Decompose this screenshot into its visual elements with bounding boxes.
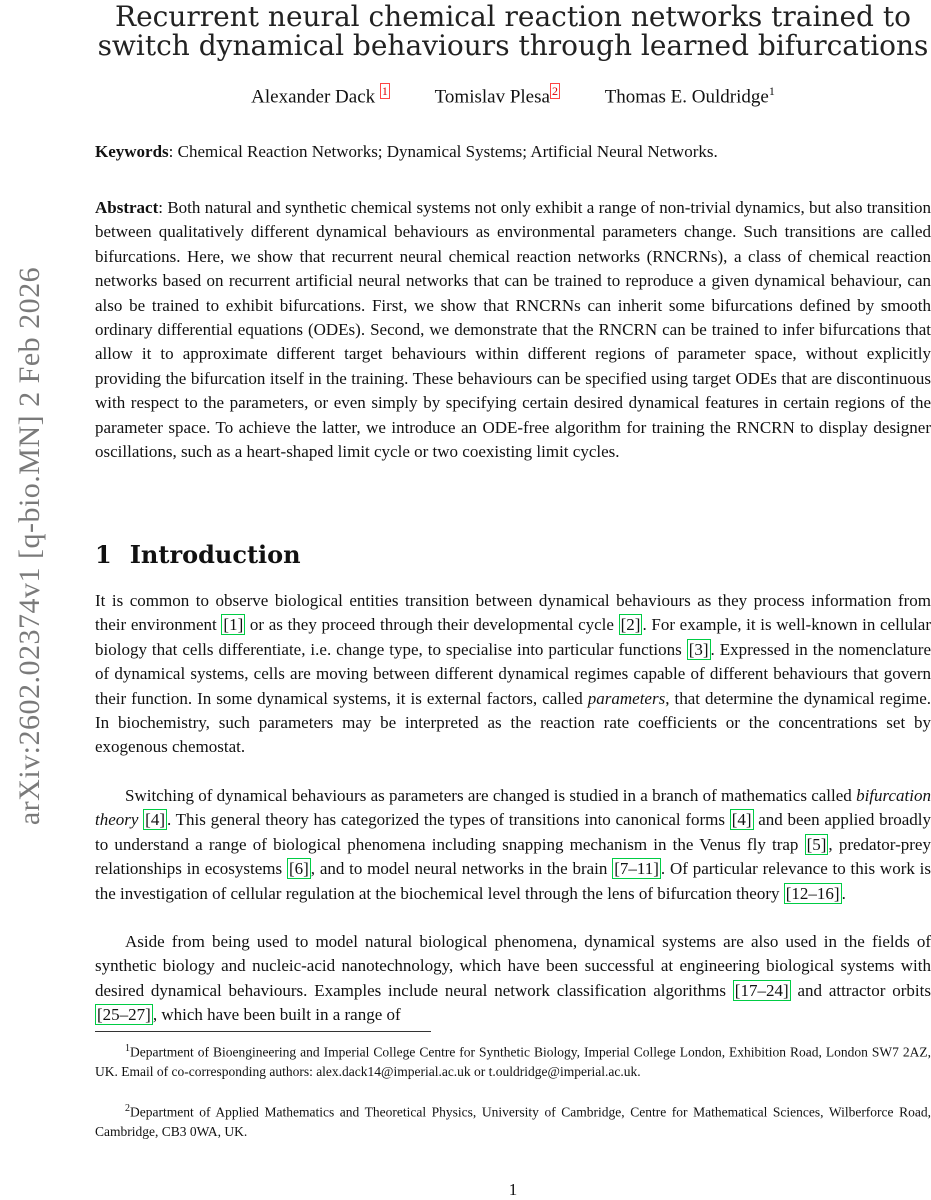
section-title: Introduction (129, 540, 301, 569)
text-run: and been applied broadly to understand a range of biological phenomena including snapping mechanism in the Venus fly trap (95, 810, 931, 854)
title-line-2: switch dynamical behaviours through learned bifurcations (97, 29, 929, 62)
citation-link[interactable]: [4] (731, 810, 752, 830)
arxiv-sidebar (0, 0, 60, 900)
text-run: , which have been built in a range of (152, 1005, 401, 1025)
text-run: and attractor orbits (790, 980, 931, 1000)
emphasis-term: parameters (587, 688, 666, 708)
footnote-text: Department of Applied Mathematics and Theoretical Physics, University of Cambridge, Centre for Mathematical Sciences, Wilberforce Road, Cambridge, CB3 0WA, UK. (95, 1104, 931, 1139)
text-run: . (841, 883, 846, 903)
citation-link[interactable]: [7–11] (614, 859, 659, 879)
author-list (95, 84, 931, 108)
keywords-label: Keywords (95, 142, 169, 161)
emphasis-term: bifurcation theory (95, 786, 931, 830)
text-run: , that determine the dynamical regime. In biochemistry, such parameters may be interpreted as the reaction rate coefficients or the concentrations set by exogenous chemostat. (95, 688, 931, 757)
title-line-1: Recurrent neural chemical reaction networks trained to (115, 0, 911, 33)
author-plesa (435, 86, 560, 108)
intro-paragraph-3 (95, 930, 931, 1028)
citation-link[interactable]: [6] (288, 859, 309, 879)
intro-paragraph-1 (95, 589, 931, 760)
keywords-text: : Chemical Reaction Networks; Dynamical Systems; Artificial Neural Networks. (168, 142, 718, 161)
abstract-text: : Both natural and synthetic chemical systems not only exhibit a range of non-trivial dynamics, but also transition between qualitatively different dynamical behaviours as environmental parameters change. Such transitions are called bifurcations. Here, we show that recurrent neural chemical reaction networks (RNCRNs), a class of chemical reaction networks based on recurrent artificial neural networks that can be trained to reproduce a given dynamical behaviour, can also be trained to exhibit bifurcations. First, we show that RNCRNs can inherit some bifurcations defined by smooth ordinary differential equations (ODEs). Second, we demonstrate that the RNCRN can be trained to infer bifurcations that allow it to approximate different target behaviours within different regions of parameter space, without explicitly providing the bifurcation itself in the training. These behaviours can be specified using target ODEs that are discontinuous with respect to the parameters, or even simply by specifying certain desired dynamical features in certain regions of the parameter space. To achieve the latter, we introduce an ODE-free algorithm for training the RNCRN to display designer oscillations, such as a heart-shaped limit cycle or two coexisting limit cycles. (95, 198, 931, 462)
text-run: Aside from being used to model natural biological phenomena, dynamical systems are also used in the fields of synthetic biology and nucleic-acid nanotechnology, which have been successful at engineering biological systems with desired dynamical behaviours. Examples include neural network classification algorithms (95, 932, 931, 1000)
arxiv-identifier[interactable]: arXiv:2602.02374v1 [q-bio.MN] 2 Feb 2026 (13, 266, 46, 826)
text-run: . Of particular relevance to this work is the investigation of cellular regulation at the biochemical level through the lens of bifurcation theory (95, 859, 931, 903)
text-run: Switching of dynamical behaviours as parameters are changed is studied in a branch of mathematics called (125, 786, 857, 805)
author-name: Thomas E. Ouldridge (604, 86, 769, 108)
paper-title (95, 2, 931, 60)
footnote-mark: 2 (125, 1103, 130, 1114)
page-number: 1 (508, 1180, 518, 1199)
citation-link[interactable]: [12–16] (785, 883, 840, 903)
footnote-1 (95, 1039, 931, 1081)
abstract (95, 196, 931, 464)
section-heading-introduction (95, 540, 301, 569)
citation-link[interactable]: [5] (806, 834, 827, 854)
text-run: . For example, it is well-known in cellular biology that cells differentiate, i.e. change type, to specialise into particular functions (95, 615, 931, 659)
text-run: It is common to observe biological entities transition between dynamical behaviours as they process information from their environment (95, 591, 931, 635)
text-run: , and to model neural networks in the brain (310, 859, 613, 879)
footnote-text: Department of Bioengineering and Imperial College Centre for Synthetic Biology, Imperial College London, Exhibition Road, London SW7 2AZ, UK. Email of co-corresponding authors: alex.dack14@imperial.ac.uk or t.ouldridge@imperial.ac.uk. (95, 1044, 931, 1079)
author-ouldridge (605, 84, 775, 108)
text-run: . Expressed in the nomenclature of dynamical systems, cells are moving between different dynamical regimes capable of different behaviours that govern their function. In some dynamical systems, it is external factors, called (95, 639, 931, 708)
footnote-mark: 1 (125, 1043, 130, 1054)
text-run: , predator-prey relationships in ecosystems (95, 834, 931, 879)
citation-link[interactable]: [2] (620, 615, 641, 635)
citation-link[interactable]: [1] (223, 615, 244, 635)
citation-link[interactable]: [25–27] (97, 1005, 151, 1025)
author-name: Alexander Dack (251, 86, 376, 108)
text-run: or as they proceed through their developmental cycle (245, 615, 619, 635)
footnote-2 (95, 1099, 931, 1141)
author-dack (251, 86, 390, 108)
keywords (95, 140, 931, 164)
abstract-label: Abstract (95, 198, 159, 217)
intro-paragraph-2 (95, 784, 931, 906)
footnote-rule (95, 1031, 431, 1032)
affiliation-mark-1: 1 (768, 84, 775, 98)
citation-link[interactable]: [4] (145, 810, 165, 830)
affiliation-link-1[interactable]: 1 (381, 84, 388, 98)
affiliation-link-2[interactable]: 2 (551, 84, 558, 98)
section-number: 1 (95, 540, 112, 569)
citation-link[interactable]: [17–24] (734, 980, 789, 1000)
author-name: Tomislav Plesa (434, 86, 550, 108)
text-run: . This general theory has categorized the types of transitions into canonical forms (166, 810, 730, 830)
citation-link[interactable]: [3] (688, 639, 709, 659)
